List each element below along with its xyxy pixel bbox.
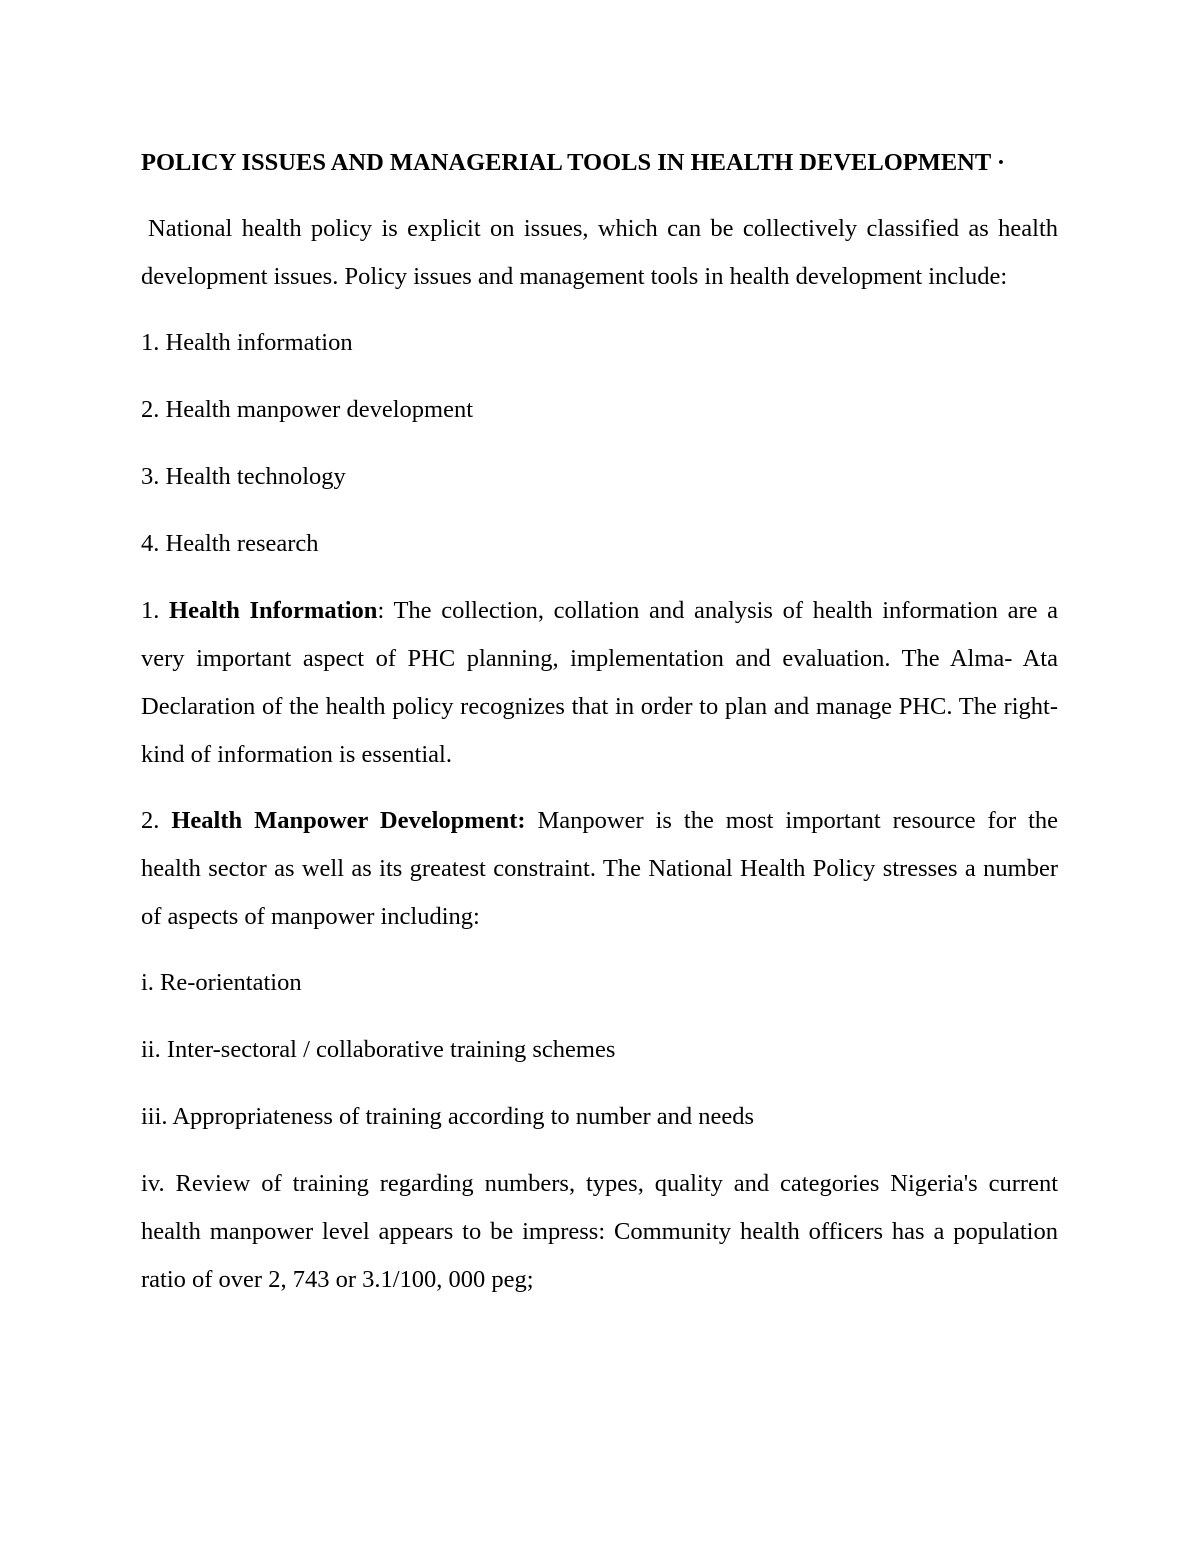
- manpower-aspect-item: i. Re-orientation: [141, 969, 302, 996]
- manpower-aspect-review: iv. Review of training regarding numbers, types, quality and categories Nigeria's current health manpower level appears to be impress: Community health officers has a population ratio of over 2, 743 or 3.1/100, 000 peg;: [141, 1170, 1058, 1293]
- tools-list-item: 4. Health research: [141, 530, 319, 557]
- section-number: 1.: [141, 597, 160, 624]
- tools-list-item: 2. Health manpower development: [141, 396, 474, 423]
- document-title: POLICY ISSUES AND MANAGERIAL TOOLS IN HEALTH DEVELOPMENT ·: [141, 149, 1006, 176]
- intro-paragraph: National health policy is explicit on issues, which can be collectively classified as health development issues. Policy issues and management tools in health development include:: [141, 215, 1058, 290]
- section-text: Manpower is the most important resource for the health sector as well as its greatest constraint. The National Health Policy stresses a number of aspects of manpower including:: [141, 807, 1059, 930]
- section-heading: Health Information: [169, 597, 378, 624]
- section-heading: Health Manpower Development:: [171, 807, 526, 834]
- tools-list-item: 3. Health technology: [141, 463, 346, 490]
- section-number: 2.: [141, 807, 160, 834]
- document-page: [141, 139, 1058, 1322]
- tools-list-item: 1. Health information: [141, 329, 353, 356]
- manpower-aspect-item: iii. Appropriateness of training according to number and needs: [141, 1103, 755, 1130]
- manpower-aspect-item: ii. Inter-sectoral / collaborative training schemes: [141, 1036, 616, 1063]
- section-health-information: [141, 587, 1058, 779]
- section-health-manpower: [141, 797, 1058, 941]
- section-text: : The collection, collation and analysis of health information are a very important aspect of PHC planning, implementation and evaluation. The Alma- Ata Declaration of the health policy recognizes that in order to plan and manage PHC. The right-kind of information is essential.: [141, 597, 1059, 768]
